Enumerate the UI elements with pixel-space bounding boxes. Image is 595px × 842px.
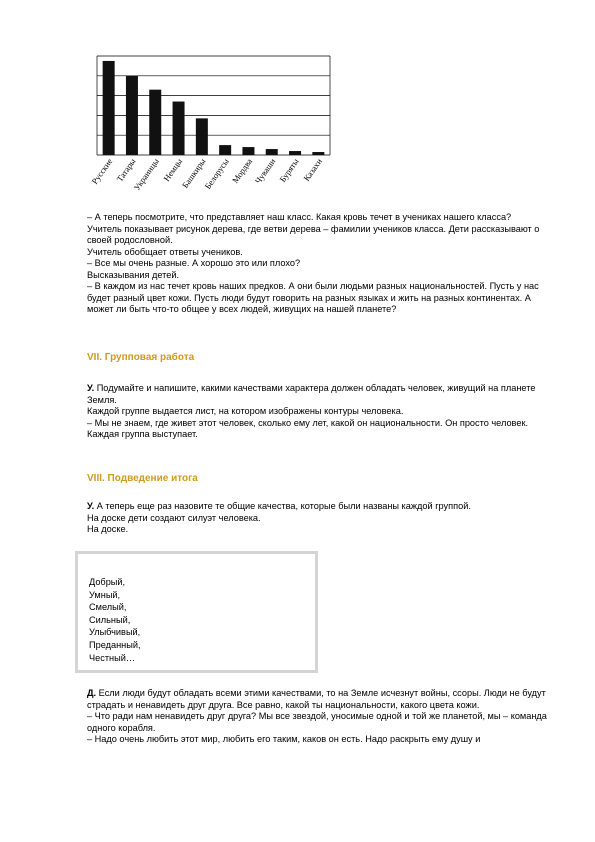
paragraph: Учитель показывает рисунок дерева, где ветви дерева – фамилии учеников класса. Дети рассказывают о своей родословной.: [87, 223, 540, 245]
paragraph: На доске дети создают силуэт человека.: [87, 512, 261, 523]
list-item: Преданный,: [89, 639, 141, 650]
x-tick-label: Немцы: [161, 156, 185, 184]
list-item: Добрый,: [89, 577, 126, 587]
paragraph: – Все мы очень разные. А хорошо это или плохо?: [87, 258, 301, 268]
bar: [242, 147, 254, 155]
speaker-label: У.: [87, 501, 95, 511]
paragraph: У. А теперь еще раз назовите те общие качества, которые были названы каждой группой.: [87, 501, 471, 511]
section-8-text: [87, 501, 557, 536]
bar: [103, 61, 115, 155]
paragraph: – В каждом из нас течет кровь наших предков. А они были людьми разных национальностей. Пусть у нас будет разный цвет кожи. Пусть люди будут говорить на разных языках и жить на разных континентах. А может ли быть что-то общее у всех людей, живущих на нашей планете?: [87, 281, 539, 314]
bar: [312, 152, 324, 155]
final-text: [87, 688, 557, 746]
board-word-list: [89, 576, 141, 664]
x-tick-label: Татары: [114, 156, 138, 184]
bar: [149, 90, 161, 155]
x-tick-label: Русские: [89, 156, 115, 186]
list-item: Честный…: [89, 652, 136, 663]
x-tick-label: Чуваши: [252, 156, 278, 186]
board-frame: [75, 551, 318, 673]
section-7-text: [87, 383, 557, 441]
list-item: Сильный,: [89, 614, 131, 625]
paragraph: У. Подумайте и напишите, какими качествами характера должен обладать человек, живущий на планете Земля.: [87, 383, 536, 405]
bar: [173, 102, 185, 155]
paragraph: – Что ради нам ненавидеть друг друга? Мы все звездой, уносимые одной и той же планетой, мы – команда одного корабля.: [87, 711, 547, 733]
speaker-label: Д.: [87, 688, 97, 698]
list-item: Умный,: [89, 589, 121, 600]
bar: [289, 151, 301, 155]
x-tick-label: Буряты: [277, 156, 301, 184]
bar: [126, 76, 138, 155]
x-tick-label: Украинцы: [131, 156, 161, 193]
list-item: Смелый,: [89, 602, 127, 613]
paragraph: – А теперь посмотрите, что представляет наш класс. Какая кровь течет в учениках нашего класса?: [87, 212, 512, 222]
paragraph: Каждая группа выступает.: [87, 429, 198, 439]
paragraph: – Мы не знаем, где живет этот человек, сколько ему лет, какой он национальности. Он просто человек.: [87, 417, 529, 428]
intro-text: [87, 212, 557, 316]
x-tick-label: Казахи: [301, 156, 324, 183]
paragraph: Учитель обобщает ответы учеников.: [87, 246, 243, 257]
bar: [219, 145, 231, 155]
x-tick-label: Башкиры: [179, 156, 208, 190]
nationality-bar-chart: [80, 50, 340, 220]
speaker-label: У.: [87, 383, 95, 393]
paragraph: На доске.: [87, 524, 129, 534]
x-tick-label: Белорусы: [202, 156, 231, 191]
list-item: Улыбчивый,: [89, 627, 141, 638]
paragraph: Каждой группе выдается лист, на котором изображены контуры человека.: [87, 406, 404, 416]
paragraph: Д. Если люди будут обладать всеми этими качествами, то на Земле исчезнут войны, ссоры. Люди не будут страдать и ненавидеть друг друга. Все равно, какой ты национальности, какого цвета кожи.: [87, 688, 546, 710]
paragraph: – Надо очень любить этот мир, любить его таким, каков он есть. Надо раскрыть ему душу и: [87, 734, 481, 744]
paragraph: Высказывания детей.: [87, 269, 180, 280]
section-heading-7: VII. Групповая работа: [87, 352, 195, 363]
section-heading-8: VIII. Подведение итога: [87, 473, 198, 484]
x-tick-label: Мордва: [229, 156, 255, 185]
bar: [196, 118, 208, 155]
bar: [266, 149, 278, 155]
